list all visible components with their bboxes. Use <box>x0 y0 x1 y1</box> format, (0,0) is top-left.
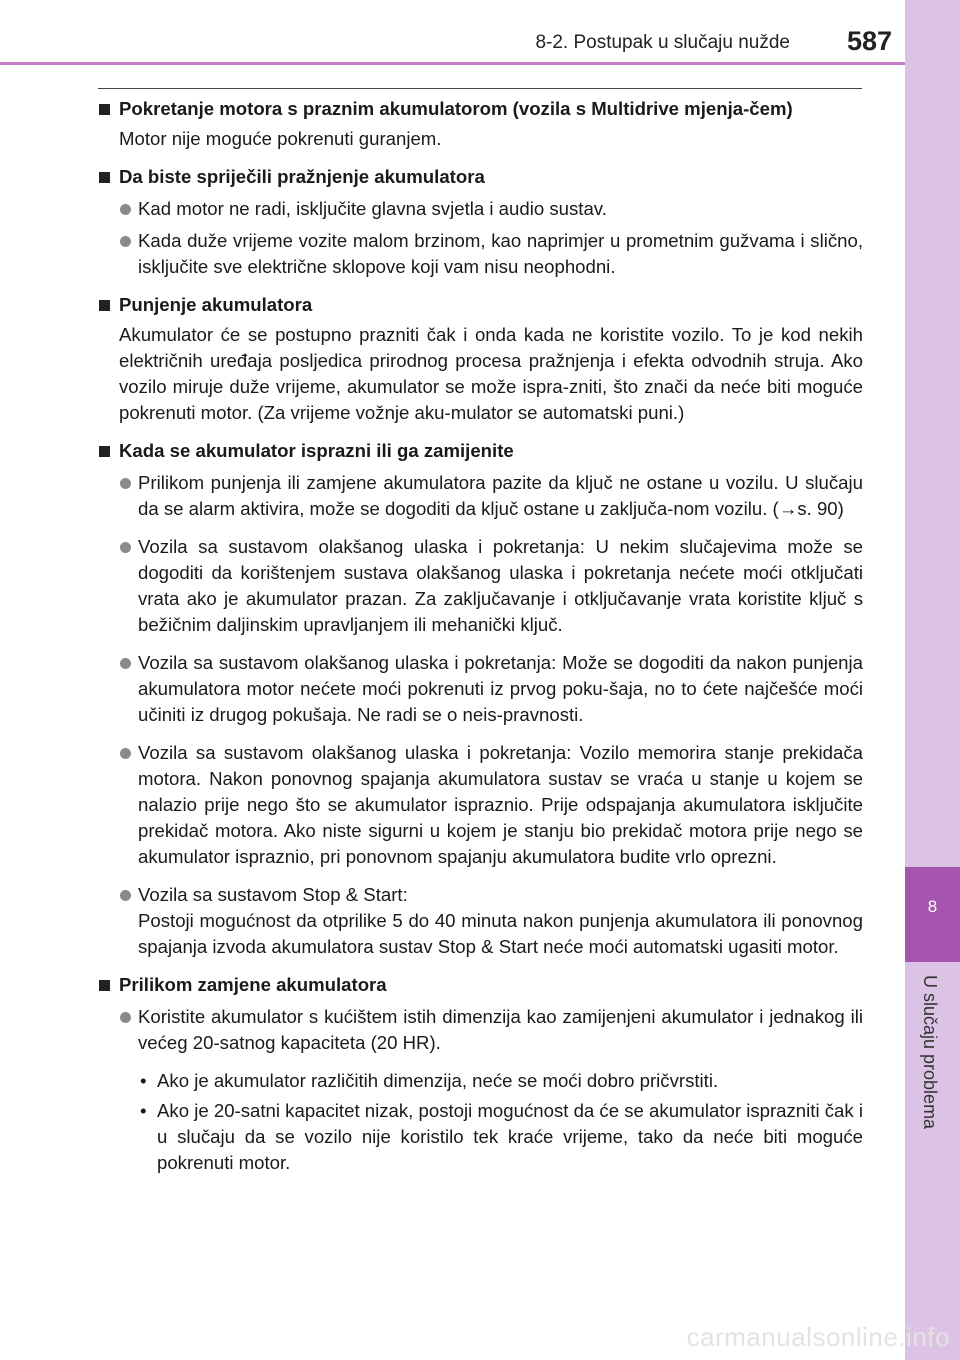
chapter-side-tab <box>905 0 960 1360</box>
dot-bullet-icon: • <box>140 1100 147 1121</box>
square-bullet-icon <box>99 104 110 115</box>
round-bullet-icon <box>120 1012 131 1023</box>
round-bullet-icon <box>120 890 131 901</box>
header-rule <box>0 62 905 65</box>
page-number: 587 <box>846 26 892 56</box>
round-bullet-icon <box>120 236 131 247</box>
round-bullet-icon <box>120 542 131 553</box>
content-top-rule <box>98 88 862 89</box>
section-heading: Da biste spriječili pražnjenje akumulatora <box>98 164 863 190</box>
round-bullet-icon <box>120 748 131 759</box>
square-bullet-icon <box>99 446 110 457</box>
page-content <box>98 96 863 1176</box>
list-item: Prilikom punjenja ili zamjene akumulatora pazite da ključ ne ostane u vozilu. U slučaju da se alarm aktivira, može se dogoditi da ključ ostane u zaključa-nom vozilu. (→s. 90) <box>98 470 863 522</box>
round-bullet-icon <box>120 658 131 669</box>
list-item: Kada duže vrijeme vozite malom brzinom, kao naprimjer u prometnim gužvama i slično, isključite sve električne sklopove koji vam nisu neophodni. <box>98 228 863 280</box>
list-item: Vozila sa sustavom olakšanog ulaska i pokretanja: Vozilo memorira stanje prekidača motora. Nakon ponovnog spajanja akumulatora sustav se vraća u stanje u kojem se nalazio prije nego što se akumulator ispraznio. Prije odspajanja akumulatora isključite prekidač motora. Ako niste sigurni u kojem je stanju bio prekidač motora prije nego se akumulator ispraznio, pri ponovnom spajanju akumulatora budite vrlo oprezni. <box>98 740 863 870</box>
section-heading: Punjenje akumulatora <box>98 292 863 318</box>
section-heading: Pokretanje motora s praznim akumulatorom (vozila s Multidrive mjenja-čem) <box>98 96 863 122</box>
sub-list-item: • Ako je akumulator različitih dimenzija, neće se moći dobro pričvrstiti. <box>98 1068 863 1094</box>
section-text: Motor nije moguće pokrenuti guranjem. <box>119 128 442 149</box>
section-text: Akumulator će se postupno prazniti čak i onda kada ne koristite vozilo. To je kod nekih električnih uređaja posljedica prirodnog procesa pražnjenja i efekta odvodnih struja. Ako vozilo miruje duže vrijeme, akumulator se može ispra-zniti, što znači da neće biti moguće pokrenuti motor. (Za vrijeme vožnje aku-mulator se automatski puni.) <box>119 324 863 423</box>
round-bullet-icon <box>120 204 131 215</box>
section-heading: Prilikom zamjene akumulatora <box>98 972 863 998</box>
list-item: Kad motor ne radi, isključite glavna svjetla i audio sustav. <box>98 196 863 222</box>
section-title: 8-2. Postupak u slučaju nužde <box>535 32 790 53</box>
watermark: carmanualsonline.info <box>686 1322 950 1352</box>
square-bullet-icon <box>99 300 110 311</box>
square-bullet-icon <box>99 172 110 183</box>
square-bullet-icon <box>99 980 110 991</box>
list-item: Vozila sa sustavom olakšanog ulaska i pokretanja: Može se dogoditi da nakon punjenja akumulatora motor nećete moći pokrenuti iz prvog poku-šaja, no to ćete najčešće moći učiniti iz drugog pokušaja. Ne radi se o neis-pravnosti. <box>98 650 863 728</box>
section-heading: Kada se akumulator isprazni ili ga zamijenite <box>98 438 863 464</box>
list-item: Vozila sa sustavom olakšanog ulaska i pokretanja: U nekim slučajevima može se dogoditi da korištenjem sustava olakšanog ulaska i pokretanja nećete moći otključati vrata ako je akumulator prazan. Za zaključavanje i otključavanje vrata koristite ključ s bežičnim daljinskim upravljanjem ili mehanički ključ. <box>98 534 863 638</box>
chapter-number: 8 <box>927 897 938 916</box>
list-item-stop-start: Vozila sa sustavom Stop & Start: Postoji mogućnost da otprilike 5 do 40 minuta nakon punjenja akumulatora ili ponovnog spajanja izvoda akumulatora sustav Stop & Start neće moći automatski ugasiti motor. <box>98 882 863 960</box>
chapter-title: U slučaju problema <box>920 975 940 1130</box>
dot-bullet-icon: • <box>140 1070 147 1091</box>
round-bullet-icon <box>120 478 131 489</box>
list-item: Koristite akumulator s kućištem istih dimenzija kao zamijenjeni akumulator i jednakog ili većeg 20-satnog kapaciteta (20 HR). <box>98 1004 863 1056</box>
sub-list-item: • Ako je 20-satni kapacitet nizak, postoji mogućnost da će se akumulator isprazniti čak i u slučaju da se vozilo nije koristilo tek kraće vrijeme, tako da neće biti moguće pokrenuti motor. <box>140 1100 863 1173</box>
